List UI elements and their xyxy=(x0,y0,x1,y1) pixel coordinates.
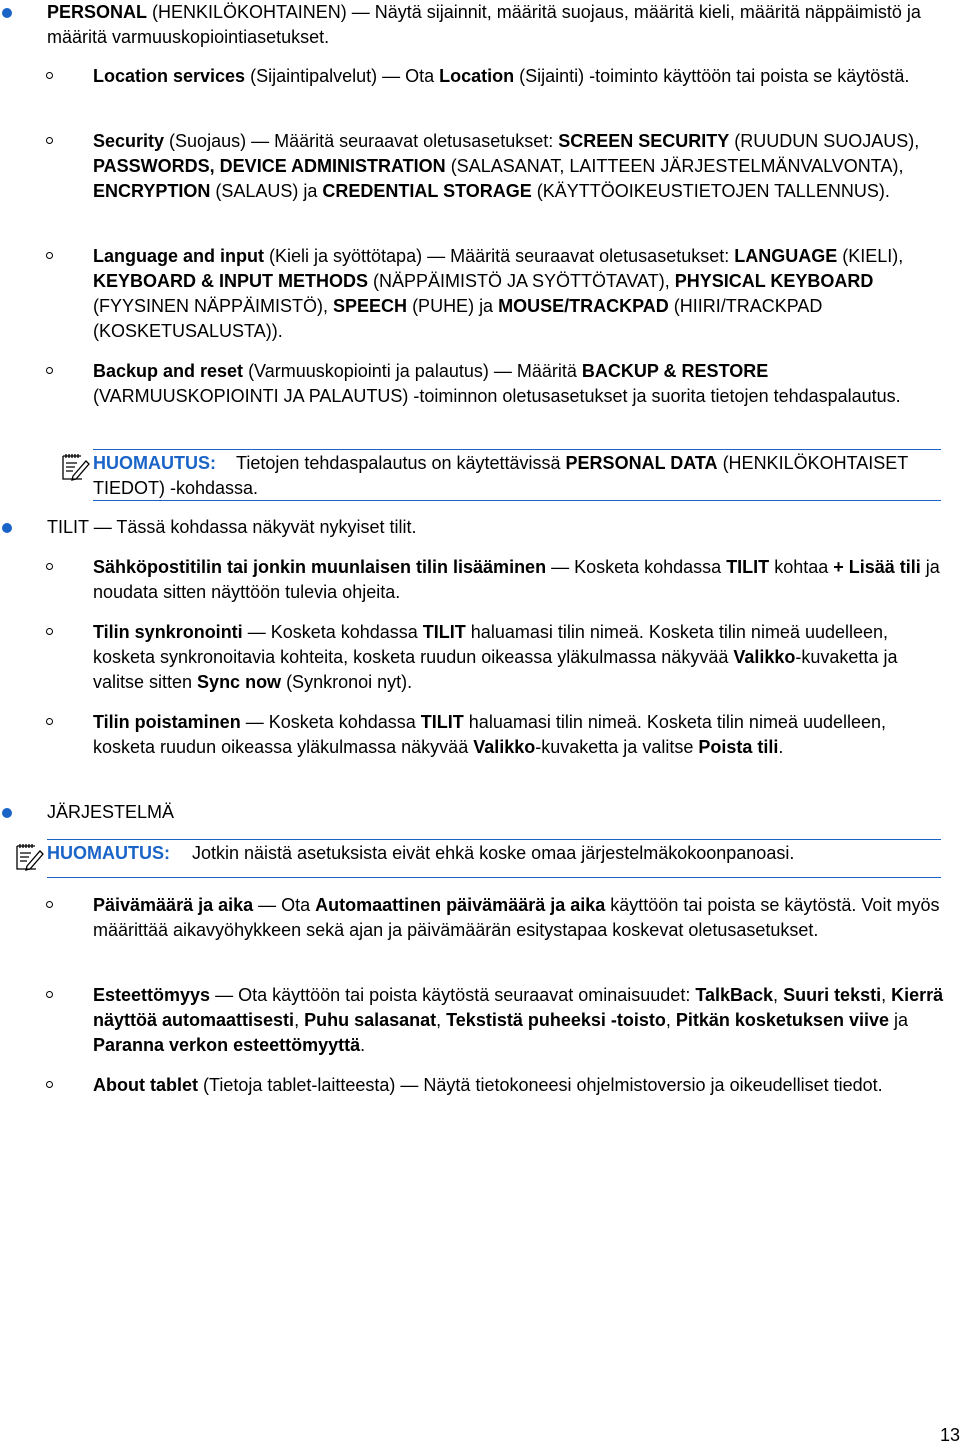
section-personal: PERSONAL (HENKILÖKOHTAINEN) — Näytä sijainnit, määritä suojaus, määritä kieli, määritä näppäimistö ja määritä varmuuskopiointiasetukset. xyxy=(47,2,921,47)
sub-bullet-icon xyxy=(46,563,53,570)
section-title: TILIT xyxy=(47,517,89,537)
sub-bullet-icon xyxy=(46,718,53,725)
note-label: HUOMAUTUS: xyxy=(47,843,170,863)
item-date-time: Päivämäärä ja aika — Ota Automaattinen päivämäärä ja aika käyttöön tai poista se käytöstä. Voit myös määrittää aikavyöhykkeen sekä ajan ja päivämäärän esitystapaa koskevat oletusasetukset. xyxy=(93,895,940,940)
note-bottom-rule xyxy=(93,500,941,501)
item-add-account: Sähköpostitilin tai jonkin muunlaisen tilin lisääminen — Kosketa kohdassa TILIT kohtaa + Lisää tili ja noudata sitten näyttöön tulevia ohjeita. xyxy=(93,557,940,602)
item-location-services: Location services (Sijaintipalvelut) — Ota Location (Sijainti) -toiminto käyttöön tai poista se käytöstä. xyxy=(93,66,910,86)
bullet-icon xyxy=(2,8,12,18)
item-sync-account: Tilin synkronointi — Kosketa kohdassa TILIT haluamasi tilin nimeä. Kosketa tilin nimeä uudelleen, kosketa synkronoitavia kohteita, kosketa ruudun oikeassa yläkulmassa näkyvää Valikko-kuvaketta ja valitse sitten Sync now (Synkronoi nyt). xyxy=(93,622,898,692)
note-top-rule xyxy=(47,839,941,840)
sub-bullet-icon xyxy=(46,991,53,998)
item-backup-reset: Backup and reset (Varmuuskopiointi ja palautus) — Määritä BACKUP & RESTORE (VARMUUSKOPIOINTI JA PALAUTUS) -toiminnon oletusasetukset ja suorita tietojen tehdaspalautus. xyxy=(93,361,901,406)
sub-bullet-icon xyxy=(46,901,53,908)
section-title: PERSONAL xyxy=(47,2,148,22)
note-text: HUOMAUTUS: Jotkin näistä asetuksista eivät ehkä koske omaa järjestelmäkokoonpanoasi. xyxy=(47,843,795,863)
sub-bullet-icon xyxy=(46,1081,53,1088)
sub-bullet-icon xyxy=(46,367,53,374)
item-remove-account: Tilin poistaminen — Kosketa kohdassa TILIT haluamasi tilin nimeä. Kosketa tilin nimeä uudelleen, kosketa ruudun oikeassa yläkulmassa näkyvää Valikko-kuvaketta ja valitse Poista tili. xyxy=(93,712,887,757)
sub-bullet-icon xyxy=(46,252,53,259)
sub-bullet-icon xyxy=(46,72,53,79)
note-top-rule xyxy=(93,449,941,450)
section-system xyxy=(47,800,947,825)
note-text: HUOMAUTUS: Tietojen tehdaspalautus on käytettävissä PERSONAL DATA (HENKILÖKOHTAISET TIEDOT) -kohdassa. xyxy=(93,453,908,498)
section-title: JÄRJESTELMÄ xyxy=(47,802,175,822)
sub-bullet-icon xyxy=(46,137,53,144)
note-bottom-rule xyxy=(47,877,941,878)
item-about-tablet: About tablet (Tietoja tablet-laitteesta) — Näytä tietokoneesi ohjelmistoversio ja oikeudelliset tiedot. xyxy=(93,1075,883,1095)
page-number: 13 xyxy=(939,1425,960,1445)
section-accounts: TILIT — Tässä kohdassa näkyvät nykyiset tilit. xyxy=(47,517,417,537)
item-accessibility: Esteettömyys — Ota käyttöön tai poista käytöstä seuraavat ominaisuudet: TalkBack, Suuri teksti, Kierrä näyttöä automaattisesti, Puhu salasanat, Tekstistä puheeksi -toisto, Pitkän kosketuksen viive ja Paranna verkon esteettömyyttä. xyxy=(93,985,944,1055)
bullet-icon xyxy=(2,523,12,533)
item-security: Security (Suojaus) — Määritä seuraavat oletusasetukset: SCREEN SECURITY (RUUDUN SUOJAUS), PASSWORDS, DEVICE ADMINISTRATION (SALASANAT, LAITTEEN JÄRJESTELMÄNVALVONTA), ENCRYPTION (SALAUS) ja CREDENTIAL STORAGE (KÄYTTÖOIKEUSTIETOJEN TALLENNUS). xyxy=(93,131,920,201)
sub-bullet-icon xyxy=(46,628,53,635)
note-pad-pencil-icon xyxy=(14,842,44,872)
item-language-input: Language and input (Kieli ja syöttötapa) — Määritä seuraavat oletusasetukset: LANGUAGE (KIELI), KEYBOARD & INPUT METHODS (NÄPPÄIMISTÖ JA SYÖTTÖTAVAT), PHYSICAL KEYBOARD (FYYSINEN NÄPPÄIMISTÖ), SPEECH (PUHE) ja MOUSE/TRACKPAD (HIIRI/TRACKPAD (KOSKETUSALUSTA)). xyxy=(93,246,904,341)
bullet-icon xyxy=(2,808,12,818)
note-label: HUOMAUTUS: xyxy=(93,453,216,473)
note-pad-pencil-icon xyxy=(60,452,90,482)
